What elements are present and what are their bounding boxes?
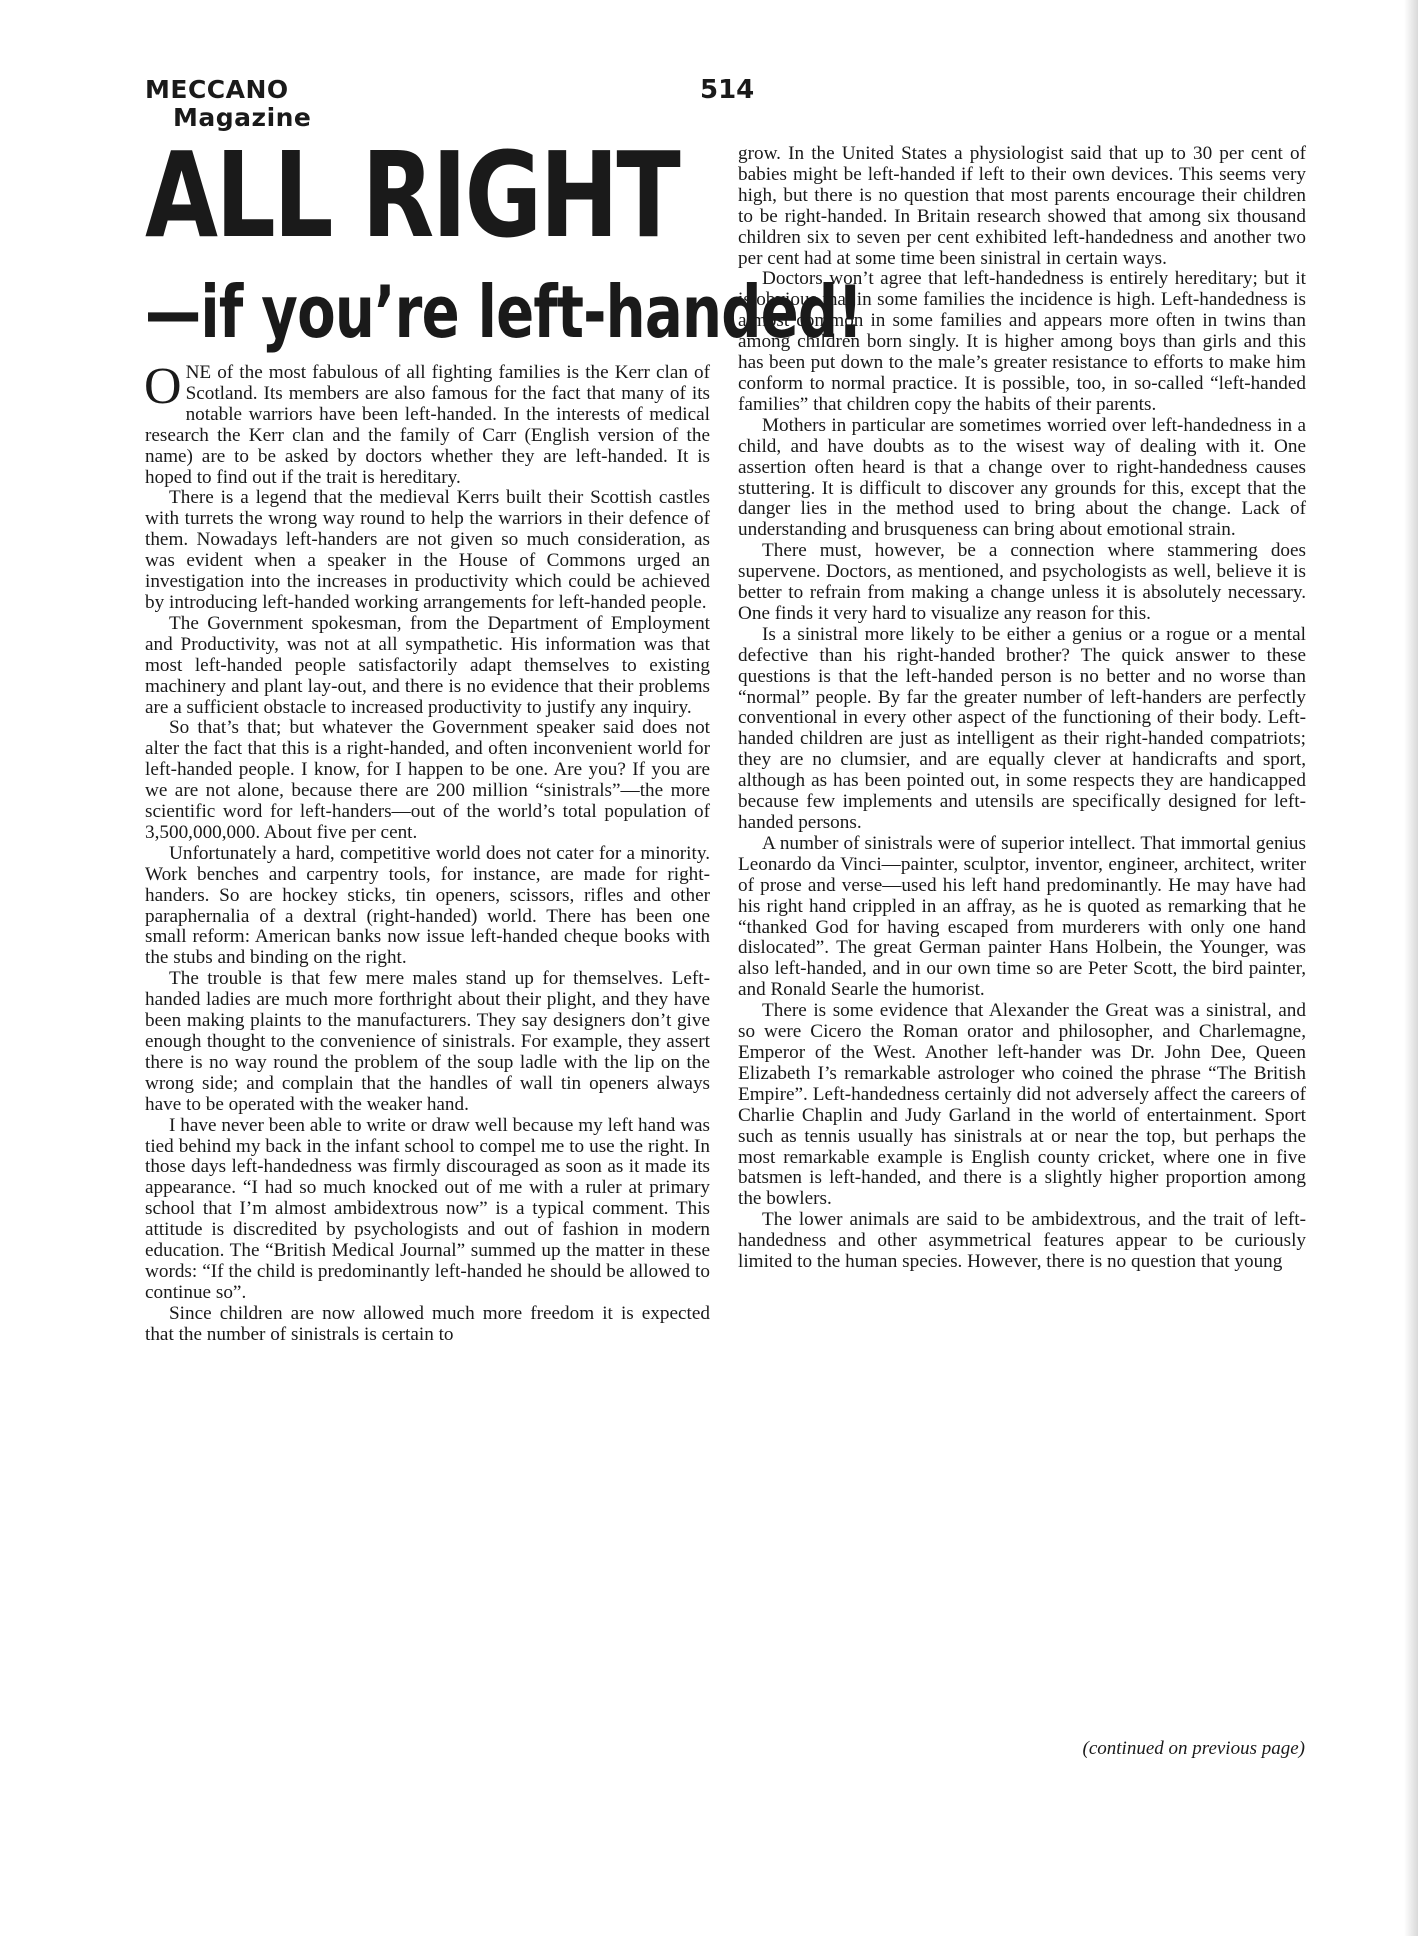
magazine-name: MECCANO	[145, 75, 289, 104]
paragraph: Doctors won’t agree that left-handedness is entirely hereditary; but it is obvious that in some families the incidence is high. Left-handedness is almost common in some families and appears more often in twins than among children born singly. It is higher among boys than girls and this has been put down to the male’s greater resistance to efforts to make him conform to normal practice. It is possible, too, in so-called “left-handed families” that children copy the habits of their parents.	[738, 268, 1306, 415]
paragraph: The Government spokesman, from the Department of Employment and Productivity, was not at all sympathetic. His information was that most left-handed people satisfactorily adapt themselves to existing machinery and plant lay-out, and there is no evidence that their problems are a sufficient obstacle to increased productivity to justify any inquiry.	[145, 612, 710, 718]
magazine-subname: Magazine	[173, 103, 312, 132]
paragraph: Is a sinistral more likely to be either a genius or a rogue or a mental defective than his right-handed brother? The quick answer to these questions is that the left-handed person is no better and no worse than “normal” people. By far the greater number of left-handers are perfectly conventional in every other aspect of the functioning of their body. Left-handed children are just as intelligent as their right-handed compatriots; they are no clumsier, and are equally clever at handicrafts and sport, although as has been pointed out, in some respects they are handicapped because few implements and utensils are specifically designed for left-handed persons.	[738, 623, 1306, 833]
right-column	[738, 144, 1306, 1273]
left-column	[144, 358, 710, 1346]
paragraph: The trouble is that few mere males stand up for themselves. Left-handed ladies are much more forthright about their plight, and they have been making plaints to the manufacturers. They say designers don’t give enough thought to the convenience of sinistrals. For example, they assert there is no way round the problem of the soup ladle with the lip on the wrong side; and complain that the handles of wall tin openers always have to be operated with the weaker hand.	[145, 968, 710, 1115]
paragraph: There is some evidence that Alexander the Great was a sinistral, and so were Cicero the Roman orator and philosopher, and Charlemagne, Emperor of the West. Another left-hander was Dr. John Dee, Queen Elizabeth I’s remarkable astrologer who coined the phrase “The British Empire”. Left-handedness certainly did not adversely affect the careers of Charlie Chaplin and Judy Garland in the world of entertainment. Sport such as tennis usually has sinistrals at or near the top, but perhaps the most remarkable example is English county cricket, where one in five batsmen is left-handed, and there is a slightly higher proportion among the bowlers.	[738, 1000, 1306, 1210]
article-subtitle: —if you’re left-handed!	[145, 270, 863, 354]
paragraph: grow. In the United States a physiologist said that up to 30 per cent of babies might be left-handed if left to their own devices. This seems very high, but there is no question that most parents encourage their children to be right-handed. In Britain research showed that among six thousand children six to seven per cent exhibited left-handedness and another two per cent had at some time been sinistral in certain ways.	[738, 143, 1306, 269]
continued-note: (continued on previous page)	[1082, 1738, 1305, 1759]
drop-cap: O	[144, 358, 182, 415]
paragraph: Unfortunately a hard, competitive world does not cater for a minority. Work benches and carpentry tools, for instance, are made for right-handers. So are hockey sticks, tin openers, scissors, rifles and other paraphernalia of a dextral (right-handed) world. There has been one small reform: American banks now issue left-handed cheque books with the stubs and binding on the right.	[145, 842, 710, 969]
magazine-masthead	[145, 76, 311, 132]
paragraph	[144, 358, 710, 488]
paragraph: So that’s that; but whatever the Government speaker said does not alter the fact that this is a right-handed, and often inconvenient world for left-handed people. I know, for I happen to be one. Are you? If you are we are not alone, because there are 200 million “sinistrals”—the more scientific word for left-handers—out of the world’s total population of 3,500,000,000. About five per cent.	[145, 717, 710, 843]
paragraph: There must, however, be a connection where stammering does supervene. Doctors, as mentioned, and psychologists as well, believe it is better to refrain from making a change unless it is absolutely necessary. One finds it very hard to visualize any reason for this.	[738, 540, 1306, 624]
paragraph: Since children are now allowed much more freedom it is expected that the number of sinistrals is certain to	[145, 1302, 710, 1345]
page-number: 514	[700, 75, 755, 105]
paragraph: I have never been able to write or draw well because my left hand was tied behind my back in the infant school to compel me to use the right. In those days left-handedness was firmly discouraged as soon as it made its appearance. “I had so much knocked out of me with a ruler at primary school that I’m almost ambidextrous now” is a typical comment. This attitude is discredited by psychologists and out of fashion in modern education. The “British Medical Journal” summed up the matter in these words: “If the child is predominantly left-handed he should be allowed to continue so”.	[145, 1114, 710, 1303]
paragraph: The lower animals are said to be ambidextrous, and the trait of left-handedness and other asymmetrical features appear to be curiously limited to the human species. However, there is no question that young	[738, 1209, 1306, 1273]
article-title: ALL RIGHT	[145, 126, 679, 264]
paragraph-text: NE of the most fabulous of all fighting families is the Kerr clan of Scotland. Its members are also famous for the fact that many of its notable warriors have been left-handed. In the interests of medical research the Kerr clan and the family of Carr (English version of the name) are to be asked by doctors whether they are left-handed. It is hoped to find out if the trait is hereditary.	[145, 362, 710, 488]
paragraph: Mothers in particular are sometimes worried over left-handedness in a child, and have doubts as to the wisest way of dealing with it. One assertion often heard is that a change over to right-handedness causes stuttering. It is difficult to discover any grounds for this, except that the danger lies in the method used to bring about the change. Lack of understanding and brusqueness can bring about emotional strain.	[738, 414, 1306, 541]
paragraph: A number of sinistrals were of superior intellect. That immortal genius Leonardo da Vinci—painter, sculptor, inventor, engineer, architect, writer of prose and verse—used his left hand predominantly. He may have had his right hand crippled in an affray, as he is quoted as remarking that he “thanked God for having escaped from murderers with only one hand dislocated”. The great German painter Hans Holbein, the Younger, was also left-handed, and in our own time so are Peter Scott, the bird painter, and Ronald Searle the humorist.	[738, 832, 1306, 1001]
paragraph: There is a legend that the medieval Kerrs built their Scottish castles with turrets the wrong way round to help the warriors in their defence of them. Nowadays left-handers are not given so much consideration, as was evident when a speaker in the House of Commons urged an investigation into the increases in productivity which could be achieved by introducing left-handed working arrangements for left-handed people.	[145, 487, 710, 613]
page-edge-shadow	[1404, 0, 1418, 1936]
